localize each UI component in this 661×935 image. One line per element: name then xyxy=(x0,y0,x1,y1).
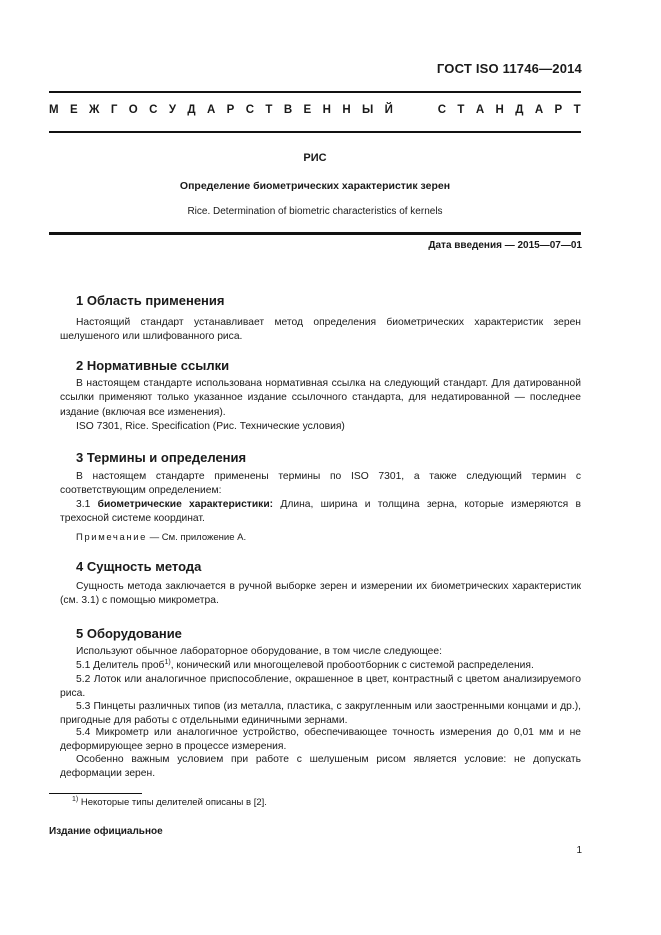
section-4-paragraph: Сущность метода заключается в ручной выборке зерен и измерении их биометрических характеристик (см. 3.1) с помощью микрометра. xyxy=(60,581,581,607)
title-short: РИС xyxy=(303,152,327,164)
section-3-paragraph: В настоящем стандарте применены термины по ISO 7301, а также следующий термин с соответствующим определением: xyxy=(60,471,581,497)
section-4-heading: 4 Сущность метода xyxy=(76,559,202,574)
document-number: ГОСТ ISO 11746—2014 xyxy=(436,61,582,76)
section-5-intro: Используют обычное лабораторное оборудование, в том числе следующее: xyxy=(76,646,442,657)
banner-letter: С xyxy=(437,104,447,116)
banner-letter: Е xyxy=(69,104,78,116)
banner-letter: А xyxy=(475,104,485,116)
banner-letter: Т xyxy=(265,104,273,116)
section-5-item-5-1 xyxy=(60,659,581,673)
banner-letter: А xyxy=(534,104,544,116)
footnote xyxy=(72,797,267,808)
banner-letter: Т xyxy=(457,104,465,116)
section-5-final-paragraph: Особенно важным условием при работе с шелушеным рисом является условие: не допускать деформации зерен. xyxy=(60,754,581,780)
page-number: 1 xyxy=(576,845,582,856)
footnote-ref-1[interactable]: 1) xyxy=(164,659,171,666)
title-rule xyxy=(49,232,581,235)
introduction-date: Дата введения — 2015—07—01 xyxy=(428,240,582,251)
section-5-item-5-4: 5.4 Микрометр или аналогичное устройство, обеспечивающее точность измерения до 0,01 мм и не деформирующее зерно в процессе измерения. xyxy=(60,727,581,753)
section-5-heading: 5 Оборудование xyxy=(76,626,182,641)
footnote-mark: 1) xyxy=(72,796,79,803)
section-2-paragraph: В настоящем стандарте использована нормативная ссылка на следующий стандарт. Для датированной ссылки применяют только указанное издание ссылочного стандарта, для недатированной — последнее издание (включая все изменения). xyxy=(60,378,581,418)
banner-letter: Н xyxy=(495,104,504,116)
section-3-note xyxy=(60,531,581,545)
banner-letter: Г xyxy=(110,104,118,116)
section-2-reference: ISO 7301, Rice. Specification (Рис. Технические условия) xyxy=(76,421,345,432)
banner-letter: Ы xyxy=(362,104,374,116)
banner-letter: М xyxy=(49,104,59,116)
banner-letter: О xyxy=(128,104,138,116)
banner-letter: А xyxy=(206,104,216,116)
note-text: — См. приложение А. xyxy=(147,532,247,543)
footnote-rule xyxy=(49,793,142,794)
section-3-heading: 3 Термины и определения xyxy=(76,450,247,465)
official-edition-label: Издание официальное xyxy=(49,826,163,837)
section-1-heading: 1 Область применения xyxy=(76,293,225,308)
banner-letter: Д xyxy=(187,104,196,116)
banner-letter: Ж xyxy=(89,104,100,116)
term-name: биометрические характеристики: xyxy=(97,499,274,510)
banner-letter: Т xyxy=(573,104,581,116)
section-1-paragraph: Настоящий стандарт устанавливает метод определения биометрических характеристик зерен шелушеного или шлифованного риса. xyxy=(60,317,581,343)
banner-letter: С xyxy=(245,104,255,116)
banner-letter: Р xyxy=(226,104,235,116)
title-english: Rice. Determination of biometric characteristics of kernels xyxy=(187,206,443,217)
banner-word-gap xyxy=(404,104,426,116)
footnote-text: Некоторые типы делителей описаны в [2]. xyxy=(78,797,267,808)
banner-letter: В xyxy=(283,104,293,116)
section-5-item-5-2: 5.2 Лоток или аналогичное приспособление, окрашенное в цвет, контрастный с цветом анализируемого риса. xyxy=(60,674,581,700)
title-russian: Определение биометрических характеристик зерен xyxy=(179,180,451,192)
banner-letter: Д xyxy=(515,104,524,116)
interstate-standard-banner xyxy=(49,104,581,116)
term-definition: Длина, ширина и толщина зерна, которые измеряются в трехосной системе координат. xyxy=(60,499,581,525)
note-label: Примечание xyxy=(76,532,147,543)
banner-letter: С xyxy=(149,104,158,116)
banner-letter: Н xyxy=(342,104,351,116)
section-5-item-5-3: 5.3 Пинцеты различных типов (из металла, пластика, с закругленным или заостренными концами и др.), пригодные для работы с отдельными единичными зернами. xyxy=(60,701,581,727)
item-5-1-text: , конический или многощелевой пробоотборник с системой распределения. xyxy=(170,660,534,671)
banner-letter: Р xyxy=(554,104,563,116)
header-rule-top xyxy=(49,91,581,93)
banner-letter: У xyxy=(168,104,176,116)
section-2-heading: 2 Нормативные ссылки xyxy=(76,358,230,373)
banner-letter: Е xyxy=(303,104,312,116)
header-rule-bottom xyxy=(49,131,581,133)
section-3-term-definition xyxy=(60,498,581,527)
banner-letter: Й xyxy=(384,104,393,116)
item-5-1-label: 5.1 Делитель проб xyxy=(76,660,165,671)
term-number: 3.1 xyxy=(76,499,98,510)
banner-letter: Н xyxy=(322,104,331,116)
